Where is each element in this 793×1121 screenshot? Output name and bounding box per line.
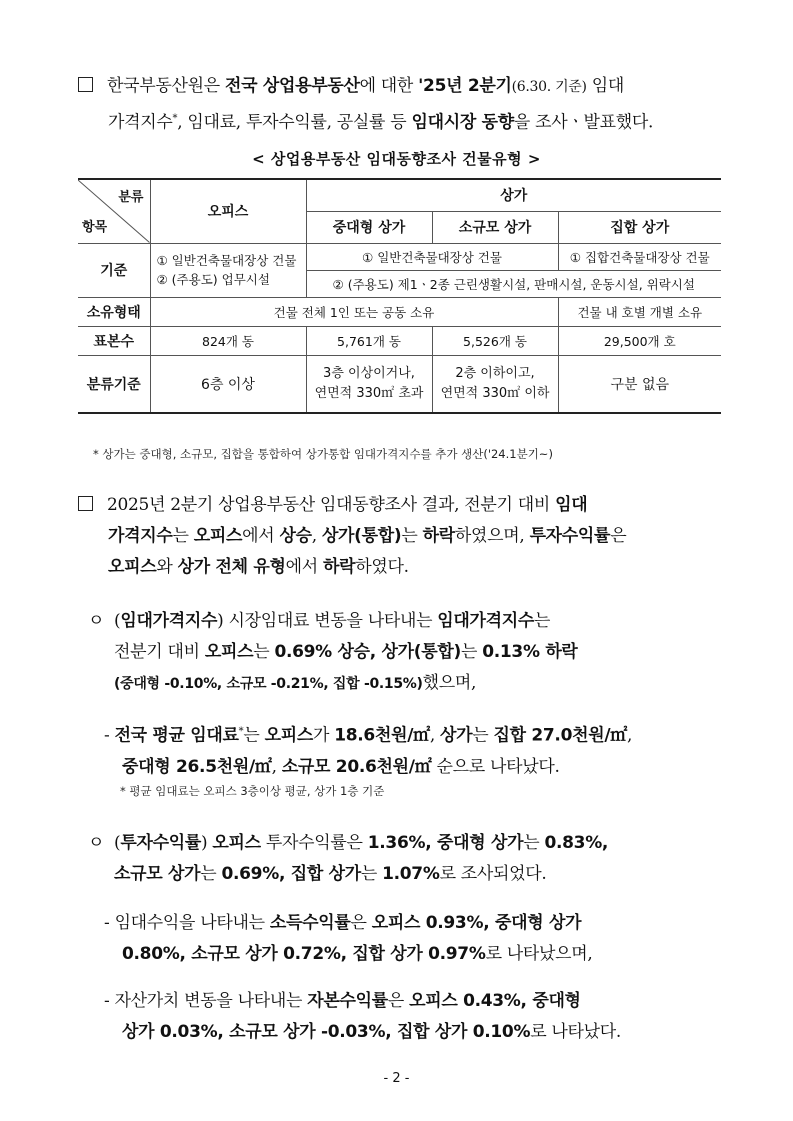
dash-income-return: - 임대수익을 나타내는 소득수익률은 오피스 0.93%, 중대형 상가 0.80%, 소규모 상가 0.72%, 집합 상가 0.97%로 나타났으며, xyxy=(104,913,593,964)
header-mid-retail: 중대형 상가 xyxy=(306,211,432,243)
row-label-standard: 기준 xyxy=(78,243,150,297)
circle-bullet-icon: ㅇ xyxy=(88,611,105,631)
summary-paragraph xyxy=(78,490,723,583)
cell-sample-mid: 5,761개 동 xyxy=(306,326,432,355)
header-small-retail: 소규모 상가 xyxy=(432,211,558,243)
intro-line-1: 한국부동산원은 전국 상업용부동산에 대한 '25년 2분기(6.30. 기준) 임대 xyxy=(78,71,723,103)
summary-line-3: 오피스와 상가 전체 유형에서 하락하였다. xyxy=(108,557,409,577)
summary-line-1: 2025년 2분기 상업용부동산 임대동향조사 결과, 전분기 대비 임대 xyxy=(78,490,723,521)
intro-line-2: 가격지수*, 임대료, 투자수익률, 공실률 등 임대시장 동향을 조사ㆍ발표했다. xyxy=(108,112,654,133)
row-label-classification: 분류기준 xyxy=(78,355,150,413)
bullet-rental-index: ㅇ (임대가격지수) 시장임대료 변동을 나타내는 임대가격지수는 전분기 대비 오피스는 0.69% 상승, 상가(통합)는 0.13% 하락 (중대형 -0.10%, 소규모 -0.21%, 집합 -0.15%)했으며, xyxy=(88,606,728,700)
cell-class-complex: 구분 없음 xyxy=(558,355,721,413)
rent-footnote: * 평균 임대료는 오피스 3층이상 평균, 상가 1층 기준 xyxy=(120,784,385,798)
checkbox-square-icon xyxy=(78,496,93,511)
building-type-table xyxy=(78,178,721,414)
row-label-ownership: 소유형태 xyxy=(78,297,150,326)
header-complex-retail: 집합 상가 xyxy=(558,211,721,243)
bullet-investment-return: ㅇ (투자수익률) 오피스 투자수익률은 1.36%, 중대형 상가는 0.83%, 소규모 상가는 0.69%, 집합 상가는 1.07%로 조사되었다. xyxy=(88,828,728,890)
cell-ownership-1: 건물 전체 1인 또는 공동 소유 xyxy=(150,297,558,326)
page-number: - 2 - xyxy=(383,1071,410,1086)
header-office: 오피스 xyxy=(150,179,306,243)
checkbox-square-icon xyxy=(78,77,93,92)
cell-standard-office: ① 일반건축물대장상 건물 ② (주용도) 업무시설 xyxy=(150,243,306,297)
cell-standard-retail-1: ① 일반건축물대장상 건물 xyxy=(306,243,558,270)
table-title: < 상업용부동산 임대동향조사 건물유형 > xyxy=(252,150,541,168)
row-label-sample: 표본수 xyxy=(78,326,150,355)
cell-standard-complex-1: ① 집합건축물대장상 건물 xyxy=(558,243,721,270)
circle-bullet-icon: ㅇ xyxy=(88,833,105,853)
cell-class-office: 6층 이상 xyxy=(150,355,306,413)
summary-line-2: 가격지수는 오피스에서 상승, 상가(통합)는 하락하였으며, 투자수익률은 xyxy=(108,526,627,546)
cell-sample-complex: 29,500개 호 xyxy=(558,326,721,355)
dash-capital-return: - 자산가치 변동을 나타내는 자본수익률은 오피스 0.43%, 중대형 상가 0.03%, 소규모 상가 -0.03%, 집합 상가 0.10%로 나타났다. xyxy=(104,991,622,1042)
cell-class-small: 2층 이하이고, 연면적 330㎡ 이하 xyxy=(432,355,558,413)
cell-ownership-2: 건물 내 호별 개별 소유 xyxy=(558,297,721,326)
cell-sample-office: 824개 동 xyxy=(150,326,306,355)
table-corner-cell: 분류 항목 xyxy=(78,179,150,243)
dash-average-rent: - 전국 평균 임대료*는 오피스가 18.6천원/㎡, 상가는 집합 27.0천원/㎡, 중대형 26.5천원/㎡, 소규모 20.6천원/㎡ 순으로 나타났다. xyxy=(104,725,633,777)
cell-standard-retail-2: ② (주용도) 제1ㆍ2종 근린생활시설, 판매시설, 운동시설, 위락시설 xyxy=(306,270,721,297)
cell-sample-small: 5,526개 동 xyxy=(432,326,558,355)
header-retail: 상가 xyxy=(306,179,721,211)
table-footnote: * 상가는 중대형, 소규모, 집합을 통합하여 상가통합 임대가격지수를 추가 생산('24.1분기~) xyxy=(93,447,553,461)
intro-paragraph xyxy=(78,71,723,139)
cell-class-mid: 3층 이상이거나, 연면적 330㎡ 초과 xyxy=(306,355,432,413)
